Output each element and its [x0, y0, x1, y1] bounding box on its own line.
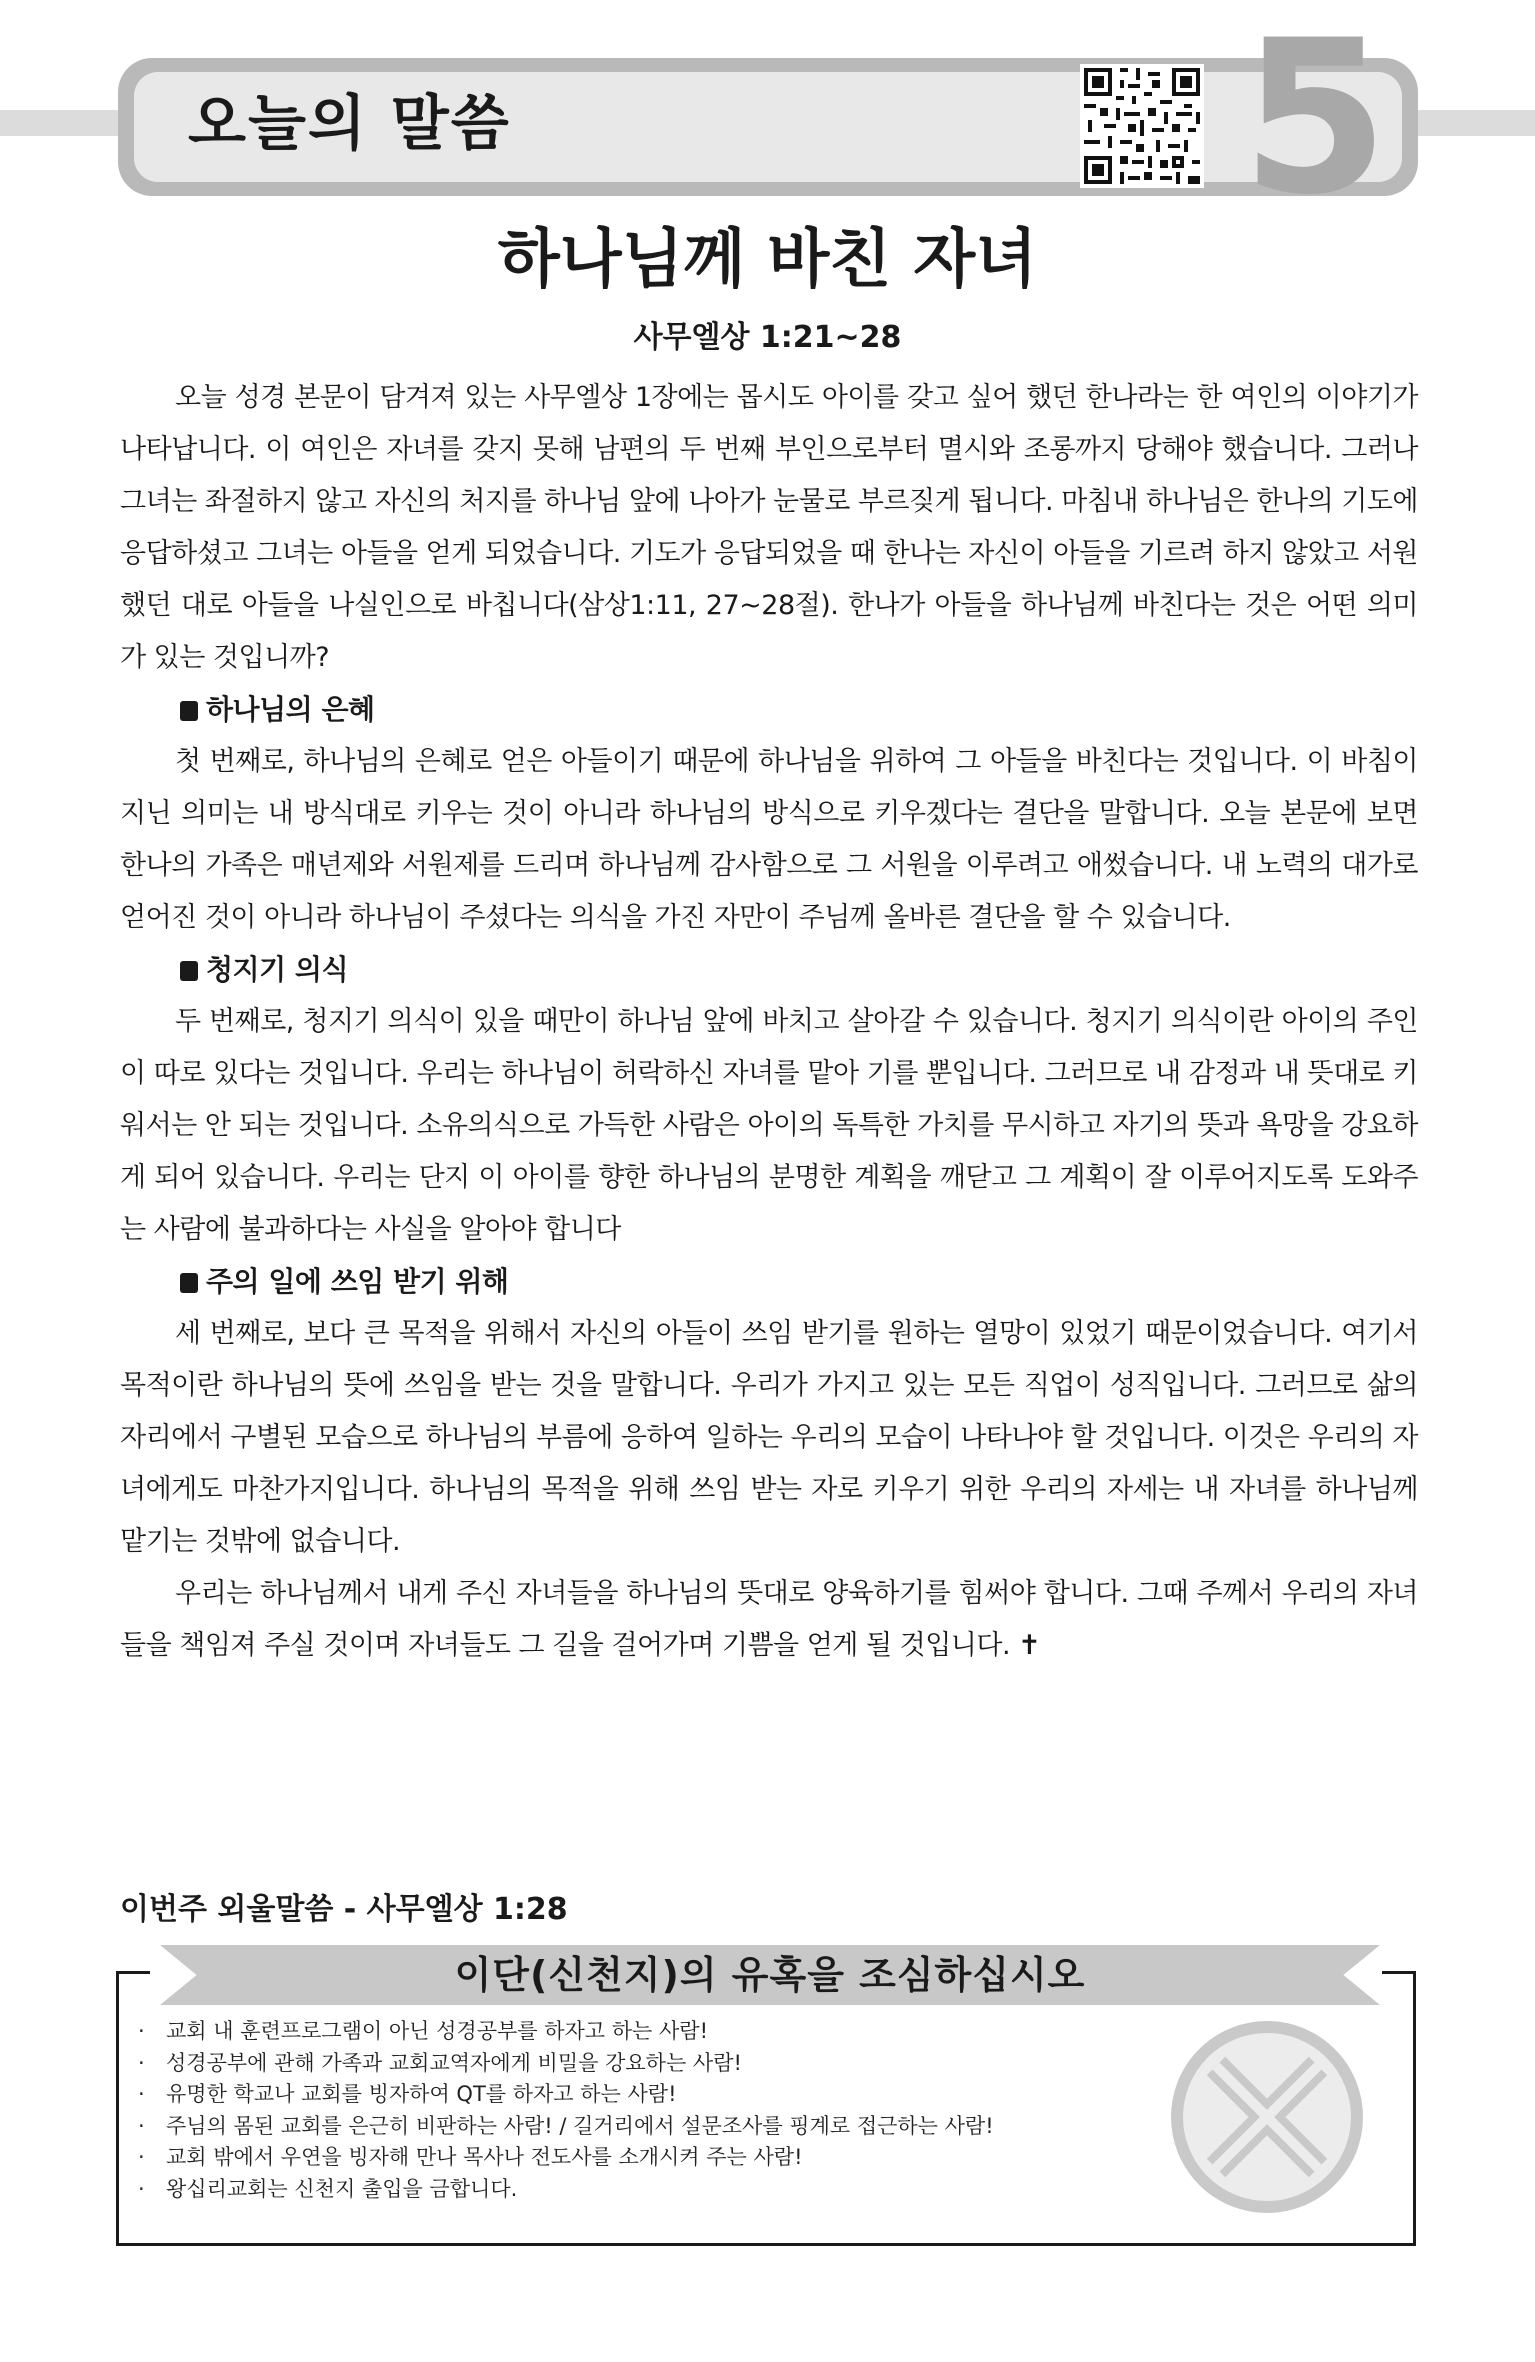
warning-item: · 교회 내 훈련프로그램이 아닌 성경공부를 하자고 하는 사람!	[138, 2016, 994, 2048]
section-heading: 주의 일에 쓰임 받기 위해	[120, 1256, 1418, 1308]
sermon-title: 하나님께 바친 자녀	[497, 223, 1038, 297]
cross-icon: ✝	[1018, 1630, 1041, 1661]
section-heading: 청지기 의식	[120, 944, 1418, 996]
section-title: 오늘의 말씀	[188, 89, 511, 159]
warning-box-corner	[1382, 1971, 1416, 1974]
warning-item: · 유명한 학교나 교회를 빙자하여 QT를 하자고 하는 사람!	[138, 2079, 994, 2111]
prohibition-x-icon	[1168, 2018, 1366, 2216]
memory-verse: 이번주 외울말씀 - 사무엘상 1:28	[120, 1892, 568, 1927]
warning-item: · 성경공부에 관해 가족과 교회교역자에게 비밀을 강요하는 사람!	[138, 2048, 994, 2080]
warning-box-corner	[116, 1971, 150, 1974]
conclusion-paragraph: 우리는 하나님께서 내게 주신 자녀들을 하나님의 뜻대로 양육하기를 힘써야 합니다. 그때 주께서 우리의 자녀들을 책임져 주실 것이며 자녀들도 그 길을 걸어가며 기쁨을 얻게 될 것입니다. ✝	[120, 1578, 1418, 1661]
qr-code-icon[interactable]	[1080, 64, 1204, 188]
section-paragraph: 세 번째로, 보다 큰 목적을 위해서 자신의 아들이 쓰임 받기를 원하는 열망이 있었기 때문이었습니다. 여기서 목적이란 하나님의 뜻에 쓰임을 받는 것을 말합니다. 우리가 가지고 있는 모든 직업이 성직입니다. 그러므로 삶의 자리에서 구별된 모습으로 하나님의 부름에 응하여 일하는 우리의 모습이 나타나야 할 것입니다. 이것은 우리의 자녀에게도 마찬가지입니다. 하나님의 목적을 위해 쓰임 받는 자로 키우기 위한 우리의 자세는 내 자녀를 하나님께 맡기는 것밖에 없습니다.	[120, 1318, 1419, 1557]
warning-item: · 주님의 몸된 교회를 은근히 비판하는 사람! / 길거리에서 설문조사를 핑계로 접근하는 사람!	[138, 2111, 994, 2143]
bullet-icon	[180, 961, 198, 981]
sermon-body	[120, 372, 1418, 1672]
warning-item: · 교회 밖에서 우연을 빙자해 만나 목사나 전도사를 소개시켜 주는 사람!	[138, 2142, 994, 2174]
intro-paragraph: 오늘 성경 본문이 담겨져 있는 사무엘상 1장에는 몹시도 아이를 갖고 싶어 했던 한나라는 한 여인의 이야기가 나타납니다. 이 여인은 자녀를 갖지 못해 남편의 두 번째 부인으로부터 멸시와 조롱까지 당해야 했습니다. 그러나 그녀는 좌절하지 않고 자신의 처지를 하나님 앞에 나아가 눈물로 부르짖게 됩니다. 마침내 하나님은 한나의 기도에 응답하셨고 그녀는 아들을 얻게 되었습니다. 기도가 응답되었을 때 한나는 자신이 아들을 기르려 하지 않았고 서원했던 대로 아들을 나실인으로 바칩니다(삼상1:11, 27~28절). 한나가 아들을 하나님께 바친다는 것은 어떤 의미가 있는 것입니까?	[120, 382, 1419, 673]
warning-item: · 왕십리교회는 신천지 출입을 금합니다.	[138, 2174, 994, 2206]
bullet-icon	[180, 701, 198, 721]
section-heading: 하나님의 은혜	[120, 684, 1418, 736]
issue-number: 5	[1241, 0, 1389, 241]
warning-list	[138, 2016, 994, 2205]
scripture-reference: 사무엘상 1:21~28	[633, 320, 902, 355]
section-paragraph: 두 번째로, 청지기 의식이 있을 때만이 하나님 앞에 바치고 살아갈 수 있습니다. 청지기 의식이란 아이의 주인이 따로 있다는 것입니다. 우리는 하나님이 허락하신 자녀를 맡아 기를 뿐입니다. 그러므로 내 감정과 내 뜻대로 키워서는 안 되는 것입니다. 소유의식으로 가득한 사람은 아이의 독특한 가치를 무시하고 자기의 뜻과 욕망을 강요하게 되어 있습니다. 우리는 단지 이 아이를 향한 하나님의 분명한 계획을 깨닫고 그 계획이 잘 이루어지도록 도와주는 사람에 불과하다는 사실을 알아야 합니다	[120, 1006, 1419, 1245]
warning-title: 이단(신천지)의 유혹을 조심하십시오	[454, 1953, 1086, 1997]
section-paragraph: 첫 번째로, 하나님의 은혜로 얻은 아들이기 때문에 하나님을 위하여 그 아들을 바친다는 것입니다. 이 바침이 지닌 의미는 내 방식대로 키우는 것이 아니라 하나님의 방식으로 키우겠다는 결단을 말합니다. 오늘 본문에 보면 한나의 가족은 매년제와 서원제를 드리며 하나님께 감사함으로 그 서원을 이루려고 애썼습니다. 내 노력의 대가로 얻어진 것이 아니라 하나님이 주셨다는 의식을 가진 자만이 주님께 올바른 결단을 할 수 있습니다.	[120, 746, 1418, 933]
bullet-icon	[180, 1273, 198, 1293]
